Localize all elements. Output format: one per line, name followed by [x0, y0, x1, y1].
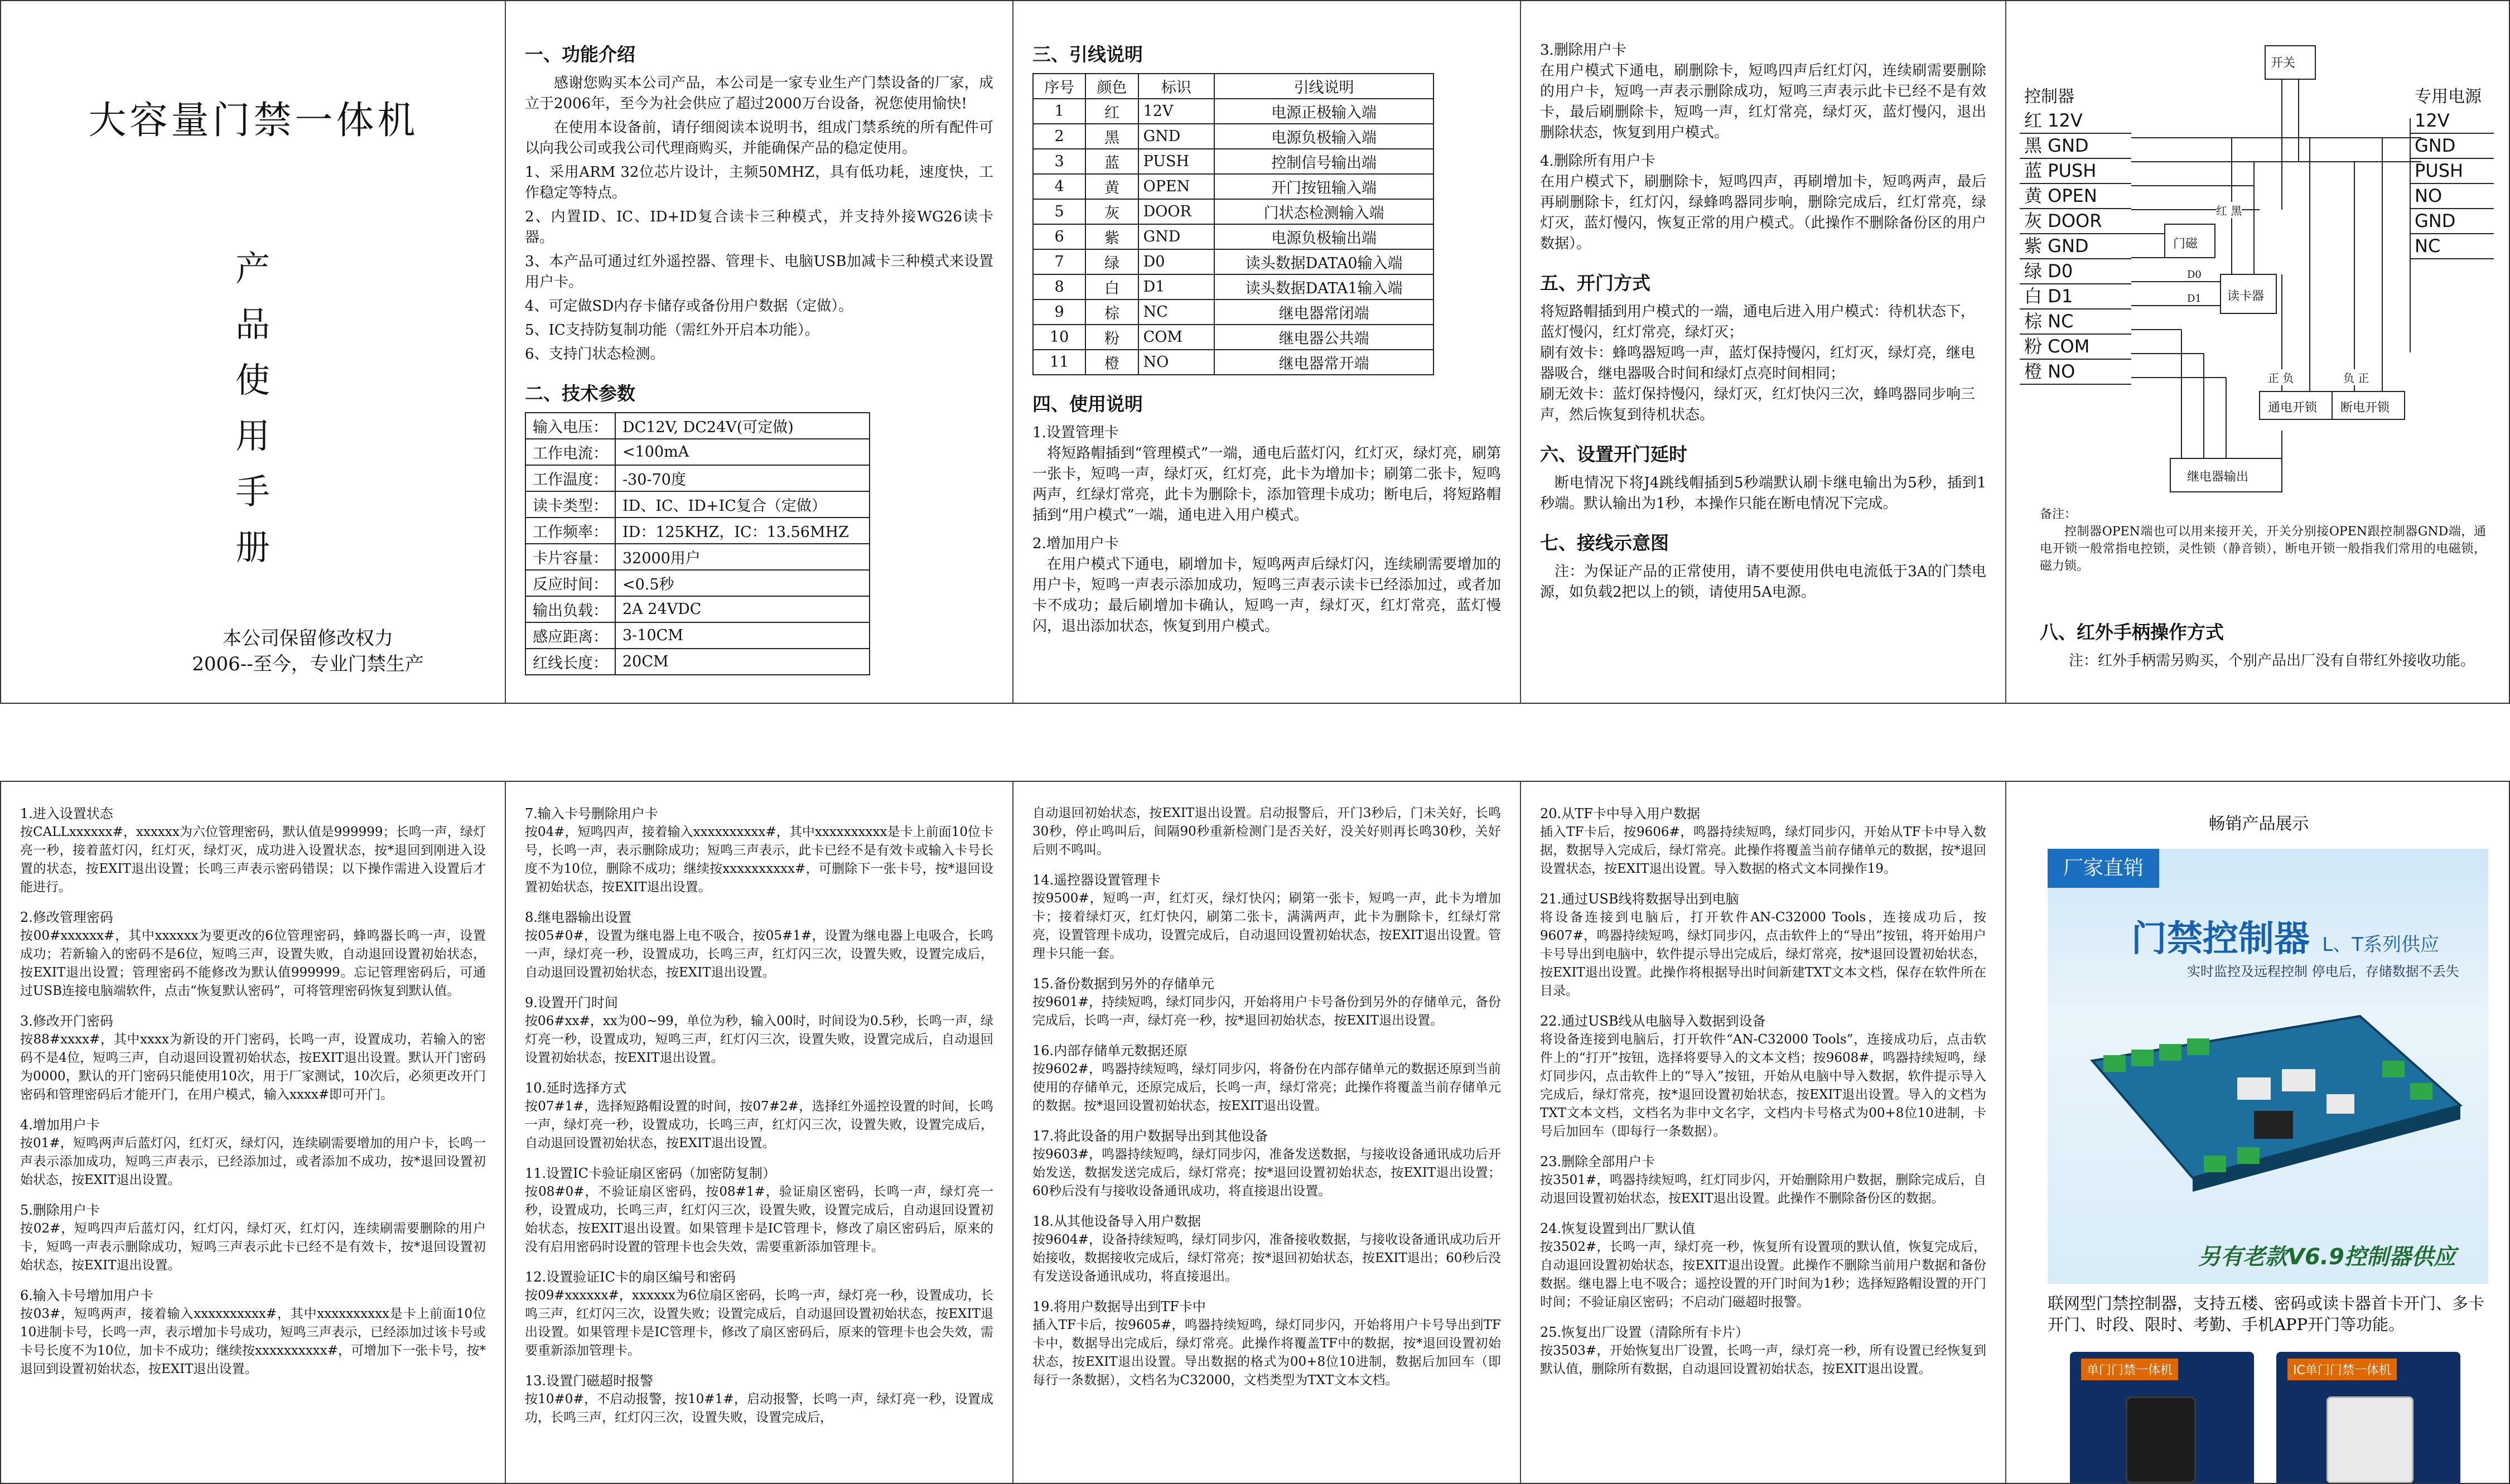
spec-value: 32000用户 [615, 544, 870, 570]
power-terminals [2410, 85, 2505, 259]
spec-label: 读卡类型： [525, 491, 615, 518]
lock2-polarity: 负 正 [2343, 369, 2369, 385]
cover-footer-line: 本公司保留修改权力 [223, 627, 393, 650]
feature-item: 3、本产品可通过红外遥控器、管理卡、电脑USB加减卡三种模式来设置用户卡。 [525, 253, 993, 291]
wire-id: NO [1138, 350, 1215, 375]
diagram-note [2040, 506, 2486, 578]
usage-text: 在用户模式下通电，刷增加卡，短鸣两声后绿灯闪，连续刷需要增加的用户卡，短鸣一声表示添加成功，短鸣三声表示读卡已经添加过，或者加卡不成功；最后刷增加卡确认，短鸣一声，绿灯灭，红灯常亮，蓝灯慢闪，退出添加状态，恢复到用户模式。 [1032, 556, 1501, 635]
relay-label: 继电器输出 [2187, 467, 2248, 485]
step-title: 7.输入卡号删除用户卡 [525, 806, 658, 821]
step-body: 按06#xx#，xx为00~99，单位为秒，输入00时，时间设为0.5秒，长鸣一声，绿灯亮一秒，设置成功，短鸣三声，红灯闪三次，设置失败，设置完成后，自动退回设置初始状态，按EXIT退出设置。 [525, 1014, 993, 1065]
settings-col-1 [1, 782, 506, 1483]
cover-char: 品 [235, 304, 271, 345]
cover-char: 产 [235, 248, 271, 289]
wire-id: D1 [1138, 274, 1215, 299]
d1-label: D1 [2187, 293, 2202, 304]
promo-text: 联网型门禁控制器，支持五楼、密码或读卡器首卡开门、多卡开门、时段、限时、考勤、手机APP开门等功能。 [2048, 1294, 2485, 1334]
cover-char: 手 [235, 471, 271, 512]
spec-label: 反应时间： [525, 570, 615, 596]
settings-step [1032, 1297, 1501, 1390]
wiring-row [1033, 149, 1433, 174]
wire-desc: 开门按钮输入端 [1214, 174, 1433, 199]
wire-number: 7 [1033, 249, 1085, 274]
power-terminal: 12V [2410, 109, 2494, 134]
cover-footer [135, 626, 481, 677]
step-title: 24.恢复设置到出厂默认值 [1540, 1221, 1696, 1236]
wiring-diagram [2020, 40, 2499, 509]
intro-heading: 一、功能介绍 [525, 43, 635, 65]
step-title: 12.设置验证IC卡的扇区编号和密码 [525, 1269, 736, 1285]
feature-item: 5、IC支持防复制功能（需红外开启本功能）。 [525, 322, 819, 339]
product-thumb-label: IC单门门禁一体机 [2287, 1359, 2397, 1380]
product-thumb-1 [2070, 1352, 2254, 1483]
wire-desc: 电源正极输入端 [1214, 99, 1433, 124]
wiring-header-cell: 颜色 [1085, 74, 1138, 99]
usage-subtitle: 3.删除用户卡 [1540, 42, 1626, 59]
step-title: 21.通过USB线将数据导出到电脑 [1540, 891, 1739, 907]
poster-headline-suffix: L、T系列供应 [2322, 934, 2439, 956]
wire-desc: 读头数据DATA0输入端 [1214, 249, 1433, 274]
diagram-panel [2006, 1, 2510, 703]
usage-text: 在用户模式下，刷删除卡，短鸣四声，再刷增加卡，短鸣两声，最后再刷删除卡，红灯闪，绿蜂鸣器同步响，删除完成后，红灯常亮，绿灯灭，蓝灯慢闪，恢复正常的用户模式。（此操作不删除备份区的用户数据）。 [1540, 173, 1986, 252]
step-body: 按3502#，长鸣一声，绿灯亮一秒，恢复所有设置项的默认值，恢复完成后，自动退回设置初始状态，按EXIT退出设置。此操作不删除当前用户数据和备份数据。继电器上电不吸合；遥控设置的开门时间为1秒；选择短路帽设置的开门时间；不验证扇区密码；不启动门磁超时报警。 [1540, 1240, 1986, 1309]
remote-section [2040, 603, 2486, 675]
controller-terminal: 蓝 PUSH [2020, 159, 2131, 184]
remote-note: 注：红外手柄需另购买，个别产品出厂没有自带红外接收功能。 [2069, 652, 2475, 669]
controller-terminal: 绿 D0 [2020, 259, 2131, 284]
settings-step [1032, 1127, 1501, 1201]
reader-label: 读卡器 [2227, 287, 2264, 304]
wire-id: NC [1138, 299, 1215, 325]
step-title: 19.将用户数据导出到TF卡中 [1032, 1299, 1206, 1314]
step-body: 按9601#，持续短鸣，绿灯同步闪，开始将用户卡号备份到另外的存储单元，备份完成后，长鸣一声，绿灯亮一秒，按*退回初始状态，按EXIT退出设置。 [1032, 995, 1501, 1028]
spec-value: <0.5秒 [615, 570, 870, 596]
wiring-header-cell: 引线说明 [1214, 74, 1433, 99]
step-title: 8.继电器输出设置 [525, 910, 631, 925]
settings-step [525, 993, 993, 1067]
spec-label: 工作电流： [525, 439, 615, 465]
spec-value: ID：125KHZ，IC：13.56MHZ [615, 518, 870, 544]
spec-row [525, 570, 870, 596]
spec-value: DC12V, DC24V(可定做) [615, 413, 870, 439]
settings-col-4 [1521, 782, 2006, 1483]
wire-desc: 电源负极输入端 [1214, 124, 1433, 149]
poster-headline [2131, 910, 2439, 961]
usage-text: 在用户模式下通电，刷删除卡，短鸣四声后红灯闪，连续刷需要删除的用户卡，短鸣一声表示删除成功，短鸣三声表示此卡已经不是有效卡，最后刷删除卡，短鸣一声，红灯常亮，绿灯灭，蓝灯慢闪，退出删除状态，恢复到用户模式。 [1540, 62, 1986, 141]
wiring-row [1033, 224, 1433, 249]
usage-heading: 四、使用说明 [1032, 393, 1143, 415]
controller-terminal: 紫 GND [2020, 234, 2131, 259]
wiring-row [1033, 325, 1433, 350]
cover-panel [1, 1, 506, 703]
wire-id: GND [1138, 124, 1215, 149]
wire-desc: 继电器公共端 [1214, 325, 1433, 350]
wire-color: 黑 [1085, 124, 1138, 149]
lock-off-label: 断电开锁 [2340, 398, 2390, 415]
settings-step [1032, 804, 1501, 859]
settings-col-3 [1013, 782, 1521, 1483]
connect-note: 注：为保证产品的正常使用，请不要使用供电电流低于3A的门禁电源，如负载2把以上的锁，请使用5A电源。 [1540, 563, 1986, 601]
note-body: 控制器OPEN端也可以用来接开关，开关分别接OPEN跟控制器GND端，通电开锁一般常指电控锁，灵性锁（静音锁），断电开锁一般指我们常用的电磁锁，磁力锁。 [2040, 525, 2486, 573]
step-title: 2.修改管理密码 [20, 910, 113, 925]
red-black-label: 红 黑 [2216, 202, 2242, 218]
wire-color: 蓝 [1085, 149, 1138, 174]
settings-step [525, 1268, 993, 1360]
open-mode-heading: 五、开门方式 [1540, 272, 1650, 294]
step-title: 11.设置IC卡验证扇区密码（加密防复制） [525, 1166, 776, 1181]
poster-slogan: 另有老款V6.9控制器供应 [2198, 1244, 2456, 1270]
spec-row [525, 649, 870, 675]
spec-row [525, 518, 870, 544]
wire-desc: 控制信号输出端 [1214, 149, 1433, 174]
spec-value: 2A 24VDC [615, 596, 870, 622]
spec-value: <100mA [615, 439, 870, 465]
settings-step [1032, 1041, 1501, 1115]
wiring-heading: 三、引线说明 [1032, 43, 1143, 65]
step-body: 按3503#，开始恢复出厂设置，长鸣一声，绿灯亮一秒，所有设置已经恢复到默认值，删除所有数据，自动退回设置初始状态，按EXIT退出设置。 [1540, 1343, 1986, 1376]
step-title: 14.遥控器设置管理卡 [1032, 872, 1161, 888]
wire-id: GND [1138, 224, 1215, 249]
step-title: 9.设置开门时间 [525, 995, 618, 1011]
brochure-outer-side [0, 0, 2510, 704]
controller-terminal: 棕 NC [2020, 310, 2131, 335]
step-title: 20.从TF卡中导入用户数据 [1540, 806, 1700, 821]
feature-item: 2、内置ID、IC、ID+ID复合读卡三种模式，并支持外接WG26读卡器。 [525, 209, 993, 246]
settings-step [20, 1012, 486, 1104]
wiring-header-cell: 序号 [1033, 74, 1085, 99]
step-title: 10.延时选择方式 [525, 1080, 627, 1096]
wire-number: 10 [1033, 325, 1085, 350]
spec-row [525, 439, 870, 465]
spec-row [525, 544, 870, 570]
poster-tagline: 实时监控及远程控制 停电后，存储数据不丢失 [2187, 964, 2459, 979]
wire-number: 5 [1033, 199, 1085, 224]
usage-subtitle: 4.删除所有用户卡 [1540, 153, 1655, 170]
step-body: 按10#0#，不启动报警，按10#1#，启动报警，长鸣一声，绿灯亮一秒，设置成功，长鸣三声，红灯闪三次，设置失败，设置完成后， [525, 1392, 993, 1425]
poster-headline-main: 门禁控制器 [2131, 919, 2310, 960]
wire-number: 9 [1033, 299, 1085, 325]
settings-step [1032, 1212, 1501, 1286]
wire-id: OPEN [1138, 174, 1215, 199]
note-title: 备注： [2040, 507, 2077, 521]
settings-step [1540, 890, 1986, 1000]
delay-heading: 六、设置开门延时 [1540, 443, 1687, 465]
wire-id: D0 [1138, 249, 1215, 274]
wire-desc: 电源负极输出端 [1214, 224, 1433, 249]
wire-desc: 继电器常开端 [1214, 350, 1433, 375]
product-poster [2048, 849, 2488, 1284]
switch-label: 开关 [2271, 54, 2295, 71]
controller-terminals [2020, 85, 2131, 385]
settings-step [525, 1164, 993, 1256]
wire-number: 4 [1033, 174, 1085, 199]
power-terminal: GND [2410, 209, 2494, 234]
wire-number: 6 [1033, 224, 1085, 249]
power-terminal: PUSH [2410, 159, 2494, 184]
step-title: 18.从其他设备导入用户数据 [1032, 1214, 1201, 1229]
step-title: 4.增加用户卡 [20, 1117, 100, 1133]
lock-on-label: 通电开锁 [2268, 398, 2317, 415]
controller-board-image [2070, 994, 2472, 1206]
controller-terminal: 粉 COM [2020, 335, 2131, 360]
settings-step [20, 1115, 486, 1190]
cover-char: 用 [235, 415, 271, 456]
wiring-row [1033, 199, 1433, 224]
settings-col-2 [506, 782, 1013, 1483]
step-body: 按9604#，设备持续短鸣，绿灯同步闪，准备接收数据，与接收设备通讯成功后开始接收，数据接收完成后，绿灯常亮；按*退回初始状态，按EXIT退出；60秒后没有发送设备通讯成功，将直接退出。 [1032, 1232, 1501, 1284]
step-body: 按09#xxxxxx#，xxxxxx为6位扇区密码，长鸣一声，绿灯亮一秒，设置成功，长鸣三声，红灯闪三次，设置失败；设置完成后，自动退回设置初始状态，按EXIT退出设置。如果管理卡是IC管理卡，修改了扇区密码后，原来的管理卡也会失效，需要重新添加管理卡。 [525, 1288, 993, 1358]
intro-paragraph: 在使用本设备前，请仔细阅读本说明书，组成门禁系统的所有配件可以向我公司或我公司代理商购买，并能确保产品的稳定使用。 [525, 119, 993, 157]
intro-panel [506, 1, 1013, 703]
delay-text: 断电情况下将J4跳线帽插到5秒端默认刷卡继电输出为5秒，插到1秒端。默认输出为1秒，本操作只能在断电情况下完成。 [1540, 475, 1986, 512]
wire-color: 橙 [1085, 350, 1138, 375]
wire-id: PUSH [1138, 149, 1215, 174]
step-title: 6.输入卡号增加用户卡 [20, 1288, 153, 1303]
device-image [2126, 1396, 2196, 1483]
wire-id: DOOR [1138, 199, 1215, 224]
step-title: 13.设置门磁超时报警 [525, 1373, 654, 1389]
wire-number: 8 [1033, 274, 1085, 299]
settings-step [1540, 1219, 1986, 1312]
wire-color: 紫 [1085, 224, 1138, 249]
step-body: 按05#0#，设置为继电器上电不吸合，按05#1#，设置为继电器上电吸合，长鸣一声，绿灯亮一秒，设置成功，长鸣三声，红灯闪三次，设置失败，设置完成后，自动退回设置初始状态，按EXIT退出设置。 [525, 929, 993, 980]
wire-color: 棕 [1085, 299, 1138, 325]
spec-label: 输出负载： [525, 596, 615, 622]
spec-row [525, 596, 870, 622]
step-body: 按03#，短鸣两声，接着输入xxxxxxxxxx#，其中xxxxxxxxxx是卡上前面10位10进制卡号，长鸣一声，表示增加卡号成功，短鸣三声表示，已经添加过该卡号或卡号长度不为10位，加卡不成功；继续按xxxxxxxxxx#，可增加下一张卡号，按*退回到设置初始状态，按EXIT退出设置。 [20, 1307, 486, 1376]
settings-step [20, 1286, 486, 1379]
wire-id: COM [1138, 325, 1215, 350]
settings-step [1540, 1323, 1986, 1379]
step-body: 插入TF卡后，按9605#，鸣器持续短鸣，绿灯同步闪，开始将用户卡号导出到TF卡中，数据导出完成后，绿灯常亮。此操作将覆盖TF中的数据，按*退回设置初始状态，按EXIT退出设置。导出数据的格式为00+8位10进制，数据后加回车（即每行一条数据），文档名为C32000，文档类型为TXT文本文档。 [1032, 1318, 1501, 1388]
spec-row [525, 622, 870, 649]
wire-color: 黄 [1085, 174, 1138, 199]
wiring-row [1033, 274, 1433, 299]
usage-subtitle: 1.设置管理卡 [1032, 424, 1119, 441]
wiring-row [1033, 174, 1433, 199]
product-thumbnails [2070, 1352, 2492, 1483]
controller-terminal: 灰 DOOR [2020, 209, 2131, 234]
settings-step [20, 1201, 486, 1275]
wire-id: 12V [1138, 99, 1215, 124]
step-body: 插入TF卡后，按9606#，鸣器持续短鸣，绿灯同步闪，开始从TF卡中导入数据，数据导入完成后，绿灯常亮。此操作将覆盖当前存储单元的数据，按*退回设置状态，按EXIT退出设置。导入数据的格式文本同操作19。 [1540, 825, 1986, 876]
step-body: 按01#，短鸣两声后蓝灯闪，红灯灭，绿灯闪，连续刷需要增加的用户卡，长鸣一声表示添加成功，短鸣三声表示，已经添加过，或者添加不成功，按*退回设置初始状态，按EXIT退出设置。 [20, 1136, 486, 1187]
power-terminal: GND [2410, 134, 2494, 159]
spec-row [525, 491, 870, 518]
spec-value: -30-70度 [615, 465, 870, 491]
wire-number: 2 [1033, 124, 1085, 149]
feature-item: 1、采用ARM 32位芯片设计，主频50MHZ，具有低功耗，速度快，工作稳定等特点。 [525, 164, 993, 201]
wiring-row [1033, 350, 1433, 375]
controller-terminal: 白 D1 [2020, 284, 2131, 310]
step-title: 15.备份数据到另外的存储单元 [1032, 976, 1215, 992]
spec-value: ID、IC、ID+IC复合（定做） [615, 491, 870, 518]
step-title: 5.删除用户卡 [20, 1202, 100, 1218]
cover-char: 使 [235, 360, 271, 400]
step-title: 16.内部存储单元数据还原 [1032, 1043, 1188, 1058]
connect-heading: 七、接线示意图 [1540, 532, 1669, 554]
step-title: 25.恢复出厂设置（清除所有卡片） [1540, 1325, 1749, 1340]
wire-color: 红 [1085, 99, 1138, 124]
product-thumb-2 [2276, 1352, 2460, 1483]
step-title: 22.通过USB线从电脑导入数据到设备 [1540, 1013, 1766, 1029]
spec-row [525, 413, 870, 439]
feature-item: 4、可定做SD内存卡储存或备份用户数据（定做）。 [525, 298, 853, 315]
spec-label: 输入电压： [525, 413, 615, 439]
specs-table [525, 412, 870, 675]
wire-number: 3 [1033, 149, 1085, 174]
spec-value: 20CM [615, 649, 870, 675]
usage-text: 将短路帽插到“管理模式”一端，通电后蓝灯闪，红灯灭，绿灯亮，刷第一张卡，短鸣一声，绿灯灭，红灯亮，此卡为增加卡；刷第二张卡，短鸣两声，红绿灯常亮，此卡为删除卡，添加管理卡成功；断电后，将短路帽插到“用户模式”一端，通电进入用户模式。 [1032, 445, 1501, 524]
controller-label: 控制器 [2024, 87, 2074, 107]
settings-step [1540, 1012, 1986, 1141]
spec-value: 3-10CM [615, 622, 870, 649]
specs-heading: 二、技术参数 [525, 383, 635, 404]
cover-char: 册 [235, 527, 271, 568]
settings-step [1540, 804, 1986, 878]
wiring-row [1033, 99, 1433, 124]
settings-step [525, 908, 993, 982]
step-body: 按3501#，鸣器持续短鸣，红灯同步闪，开始删除用户数据，删除完成后，自动退回设置初始状态，按EXIT退出设置。此操作不删除备份区的数据。 [1540, 1173, 1986, 1206]
open-mode-text: 将短路帽插到用户模式的一端，通电后进入用户模式：待机状态下，蓝灯慢闪，红灯常亮，绿灯灭； 刷有效卡：蜂鸣器短鸣一声，蓝灯保持慢闪，红灯灭，绿灯亮，继电器吸合，继电器吸合时间和绿灯点亮时间相同； 刷无效卡：蓝灯保持慢闪，绿灯灭，红灯快闪三次，蜂鸣器同步响三声，然后恢复到待机状态。 [1540, 303, 1976, 423]
cover-footer-line: 2006--至今，专业门禁生产 [192, 653, 424, 675]
settings-step [20, 908, 486, 1000]
step-body: 自动退回初始状态，按EXIT退出设置。启动报警后，开门3秒后，门未关好，长鸣30秒，停止鸣叫后，间隔90秒重新检测门是否关好，没关好则再长鸣30秒，关好后则不鸣叫。 [1032, 806, 1501, 857]
usage-subtitle: 2.增加用户卡 [1032, 535, 1119, 552]
showcase-title: 畅销产品展示 [2208, 814, 2309, 834]
wire-color: 粉 [1085, 325, 1138, 350]
step-title: 1.进入设置状态 [20, 806, 113, 821]
wiring-row [1033, 124, 1433, 149]
d0-label: D0 [2187, 269, 2202, 281]
wire-number: 1 [1033, 99, 1085, 124]
wire-desc: 门状态检测输入端 [1214, 199, 1433, 224]
step-body: 按88#xxxx#，其中xxxx为新设的开门密码，长鸣一声，设置成功，若输入的密码不是4位，短鸣三声，自动退回设置初始状态，按EXIT退出设置。默认开门密码为0000，默认的开门密码只能使用10次，用于厂家测试，10次后，必须更改开门密码和管理密码后才能开门，在用户模式，输入xxxx#即可开门。 [20, 1032, 486, 1102]
step-body: 按08#0#，不验证扇区密码，按08#1#，验证扇区密码，长鸣一声，绿灯亮一秒，设置成功，长鸣三声，红灯闪三次，设置失败，设置完成后，自动退回设置初始状态，按EXIT退出设置。如果管理卡是IC管理卡，修改了扇区密码后，原来的没有启用密码时设置的管理卡也会失效，需要重新添加管理卡。 [525, 1185, 993, 1254]
wiring-table [1032, 73, 1434, 375]
feature-list [525, 162, 993, 365]
cover-vertical-title [235, 241, 270, 576]
wire-number: 11 [1033, 350, 1085, 375]
power-label: 专用电源 [2415, 87, 2482, 107]
step-body: 按CALLxxxxxx#，xxxxxx为六位管理密码，默认值是999999；长鸣一声，绿灯亮一秒，接着蓝灯闪，红灯灭，绿灯灭，成功进入设置状态，按*退回到刚进入设置的状态，按EXIT退出设置；长鸣三声表示密码错误；以下操作需进入设置后才能进行。 [20, 825, 486, 895]
step-body: 按9602#，鸣器持续短鸣，绿灯同步闪，将备份在内部存储单元的数据还原到当前使用的存储单元，还原完成后，长鸣一声，绿灯常亮；此操作将覆盖当前存储单元的数据。按*退回设置初始状态，按EXIT退出设置。 [1032, 1062, 1501, 1113]
brochure-inner-side [0, 781, 2510, 1484]
settings-step [525, 1371, 993, 1427]
cover-title: 大容量门禁一体机 [88, 99, 419, 143]
step-body: 按07#1#，选择短路帽设置的时间，按07#2#，选择红外遥控设置的时间，长鸣一声，绿灯亮一秒，设置成功，长鸣三声，红灯闪三次，设置失败，设置完成后，自动退回设置初始状态，按EXIT退出设置。 [525, 1099, 993, 1151]
step-body: 将设备连接到电脑后，打开软件“AN-C32000 Tools”，连接成功后，点击软件上的“打开”按钮，选择将要导入的文本文档；按9608#，鸣器持续短鸣，绿灯同步闪，点击软件上的“导入”按钮，开始从电脑中导入数据，软件提示导入完成后，绿灯常亮，按*退回设置初始状态，按EXIT退出设置。导入的文档为TXT文本文档，文档名为非中文名字，文档内卡号格式为00+8位10进制，卡号后加回车（即每行一条数据）。 [1540, 1032, 1986, 1139]
controller-terminal: 黄 OPEN [2020, 184, 2131, 209]
spec-label: 工作温度： [525, 465, 615, 491]
spec-label: 感应距离： [525, 622, 615, 649]
wiring-row [1033, 249, 1433, 274]
wiring-panel [1013, 1, 1521, 703]
spec-label: 工作频率： [525, 518, 615, 544]
controller-terminal: 红 12V [2020, 109, 2131, 134]
usage-panel [1521, 1, 2006, 703]
step-body: 按9603#，鸣器持续短鸣，绿灯同步闪，准备发送数据，与接收设备通讯成功后开始发送，数据发送完成后，绿灯常亮；按*退回设置初始状态，按EXIT退出设置；60秒后没有与接收设备通讯成功，将直接退出设置。 [1032, 1147, 1501, 1198]
wire-desc: 读头数据DATA1输入端 [1214, 274, 1433, 299]
intro-paragraph: 感谢您购买本公司产品，本公司是一家专业生产门禁设备的厂家，成立于2006年，至今为社会供应了超过2000万台设备，祝您使用愉快! [525, 75, 993, 112]
step-body: 按04#，短鸣四声，接着输入xxxxxxxxxx#，其中xxxxxxxxxx是卡上前面10位卡号，长鸣一声，表示删除成功；短鸣三声表示，此卡已经不是有效卡或输入卡号长度不为10位，删除不成功；继续按xxxxxxxxxx#，可删除下一张卡号，按*退回设置初始状态，按EXIT退出设置。 [525, 825, 993, 895]
wiring-header-cell: 标识 [1138, 74, 1215, 99]
wire-color: 白 [1085, 274, 1138, 299]
wiring-row [1033, 299, 1433, 325]
power-terminal: NO [2410, 184, 2494, 209]
step-body: 按02#，短鸣四声后蓝灯闪，红灯闪，绿灯灭，红灯闪，连续刷需要删除的用户卡，短鸣一声表示删除成功，短鸣三声表示此卡已经不是有效卡，按*退回设置初始状态，按EXIT退出设置。 [20, 1221, 486, 1273]
lock1-polarity: 正 负 [2268, 369, 2294, 385]
power-terminal: NC [2410, 234, 2494, 259]
wire-desc: 继电器常闭端 [1214, 299, 1433, 325]
spec-label: 红线长度： [525, 649, 615, 675]
step-body: 将设备连接到电脑后，打开软件AN-C32000 Tools，连接成功后，按9607#，鸣器持续短鸣，绿灯同步闪，点击软件上的“导出”按钮，将开始用户卡号导出到电脑中，软件提示导出完成后，绿灯常亮，按*退回设置初始状态，按EXIT退出设置。此操作将根据导出时间新建TXT文本文档，保存在软件所在目录。 [1540, 910, 1986, 998]
spec-label: 卡片容量： [525, 544, 615, 570]
controller-terminal: 橙 NO [2020, 360, 2131, 385]
step-body: 按9500#，短鸣一声，红灯灭，绿灯快闪；刷第一张卡，短鸣一声，此卡为增加卡；接着绿灯灭，红灯快闪，刷第二张卡，满满两声，此卡为删除卡，红绿灯常亮，设置管理卡成功，设置完成后，自动退回设置初始状态，按EXIT退出设置。管理卡只能一套。 [1032, 891, 1501, 961]
poster-banner: 厂家直销 [2048, 849, 2159, 888]
settings-step [1032, 974, 1501, 1030]
settings-step [1032, 871, 1501, 963]
feature-item: 6、支持门状态检测。 [525, 346, 665, 362]
controller-terminal: 黑 GND [2020, 134, 2131, 159]
settings-step [20, 804, 486, 897]
settings-step [525, 1079, 993, 1153]
remote-heading: 八、红外手柄操作方式 [2040, 621, 2224, 643]
step-title: 23.删除全部用户卡 [1540, 1154, 1655, 1169]
step-body: 按00#xxxxxx#，其中xxxxxx为要更改的6位管理密码，蜂鸣器长鸣一声，设置成功；若新输入的密码不是6位，短鸣三声，设置失败，自动退回设置初始状态，按EXIT退出设置；管理密码不能修改为默认值999999。忘记管理密码后，可通过USB连接电脑端软件，点击“恢复默认密码”，可将管理密码恢复到默认值。 [20, 929, 486, 998]
device-image [2326, 1396, 2414, 1483]
showcase-panel [2006, 782, 2510, 1483]
product-thumb-label: 单门门禁一体机 [2081, 1359, 2178, 1380]
magnet-label: 门磁 [2173, 234, 2198, 252]
settings-step [1540, 1152, 1986, 1208]
step-title: 3.修改开门密码 [20, 1013, 113, 1029]
settings-step [525, 804, 993, 897]
step-title: 17.将此设备的用户数据导出到其他设备 [1032, 1128, 1268, 1144]
spec-row [525, 465, 870, 491]
wire-color: 绿 [1085, 249, 1138, 274]
wire-color: 灰 [1085, 199, 1138, 224]
